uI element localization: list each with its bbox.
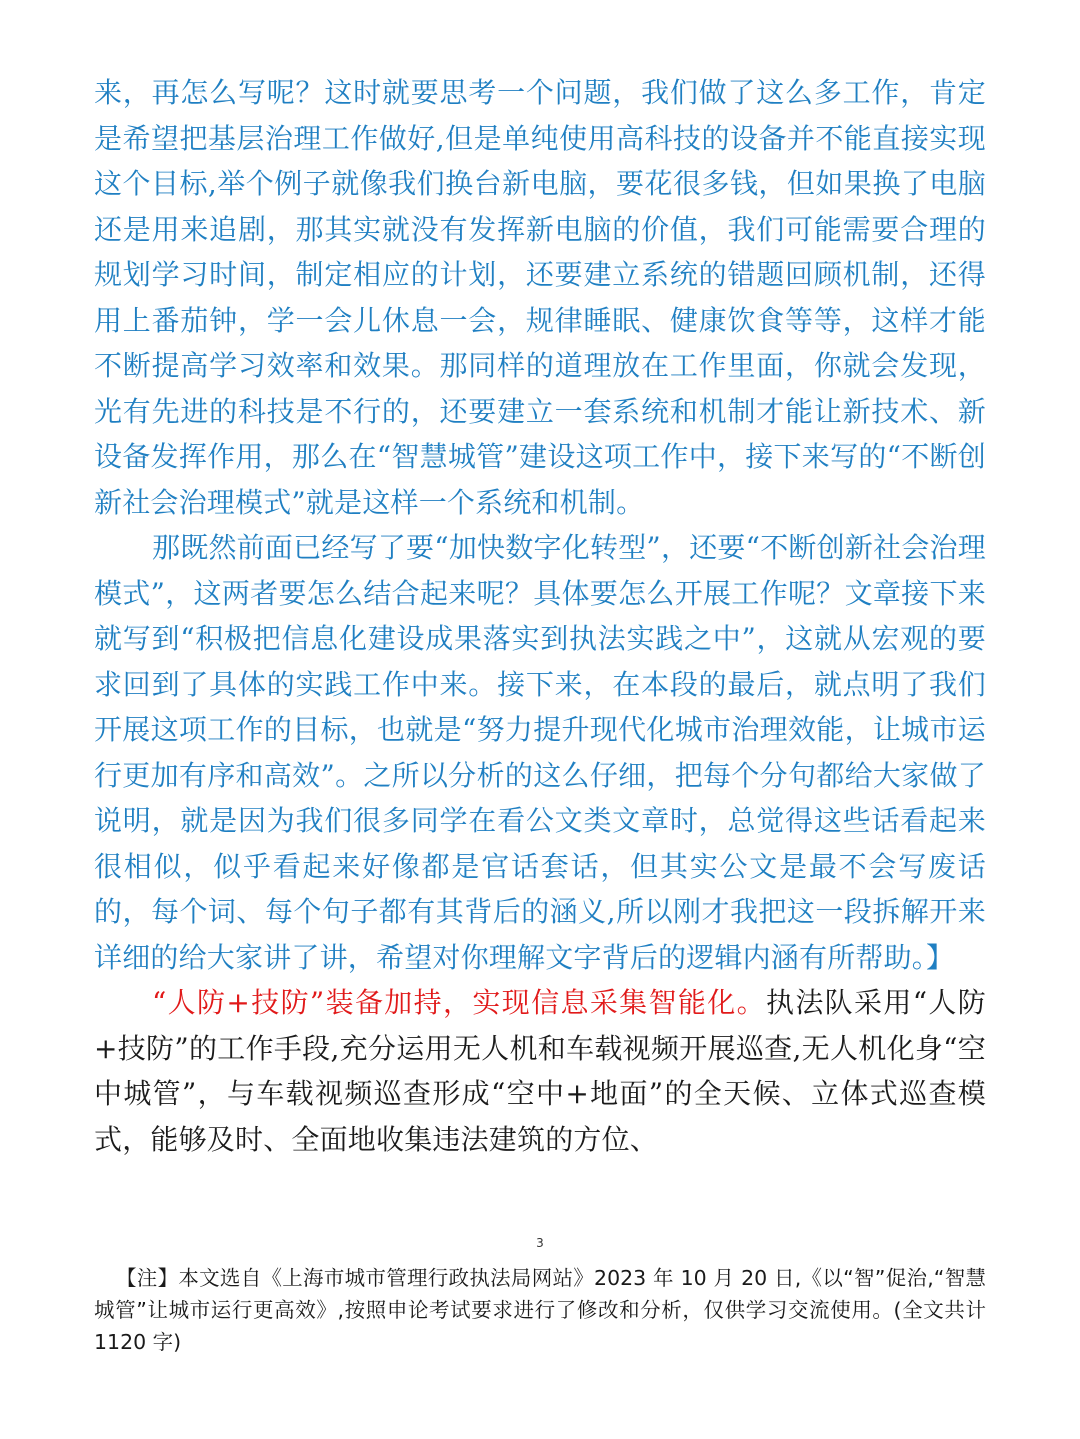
commentary-paragraph-2: 那既然前面已经写了要“加快数字化转型”，还要“不断创新社会治理模式”，这两者要怎么结合起来呢？具体要怎么开展工作呢？文章接下来就写到“积极把信息化建设成果落实到执法实践之中”，这就从宏观的要求回到了具体的实践工作中来。接下来，在本段的最后，就点明了我们开展这项工作的目标，也就是“努力提升现代化城市治理效能，让城市运行更加有序和高效”。之所以分析的这么仔细，把每个分句都给大家做了说明，就是因为我们很多同学在看公文类文章时，总觉得这些话看起来很相似，似乎看起来好像都是官话套话，但其实公文是最不会写废话的，每个词、每个句子都有其背后的涵义,所以刚才我把这一段拆解开来详细的给大家讲了讲，希望对你理解文字背后的逻辑内涵有所帮助。】 xyxy=(94,531,986,974)
document-page xyxy=(94,70,986,1162)
paragraph-body-text: 执法队采用“人防+技防”的工作手段,充分运用无人机和车载视频开展巡查,无人机化身“空中城管”，与车载视频巡查形成“空中+地面”的全天候、立体式巡查模式，能够及时、全面地收集违法建筑的方位、 xyxy=(94,986,986,1156)
body-paragraph xyxy=(94,980,986,1162)
paragraph-heading: “人防+技防”装备加持，实现信息采集智能化。 xyxy=(152,986,766,1019)
commentary-paragraph-1: 来，再怎么写呢？这时就要思考一个问题，我们做了这么多工作，肯定是希望把基层治理工作做好,但是单纯使用高科技的设备并不能直接实现这个目标,举个例子就像我们换台新电脑，要花很多钱，但如果换了电脑还是用来追剧，那其实就没有发挥新电脑的价值，我们可能需要合理的规划学习时间，制定相应的计划，还要建立系统的错题回顾机制，还得用上番茄钟，学一会儿休息一会，规律睡眠、健康饮食等等，这样才能不断提高学习效率和效果。那同样的道理放在工作里面，你就会发现，光有先进的科技是不行的，还要建立一套系统和机制才能让新技术、新设备发挥作用，那么在“智慧城管”建设这项工作中，接下来写的“不断创新社会治理模式”就是这样一个系统和机制。 xyxy=(94,76,986,519)
footnote: 【注】本文选自《上海市城市管理行政执法局网站》2023 年 10 月 20 日,《以“智”促治,“智慧城管”让城市运行更高效》,按照申论考试要求进行了修改和分析，仅供学习交流使用。(全文共计 1120 字) xyxy=(94,1266,986,1354)
page-number: 3 xyxy=(536,1236,544,1250)
